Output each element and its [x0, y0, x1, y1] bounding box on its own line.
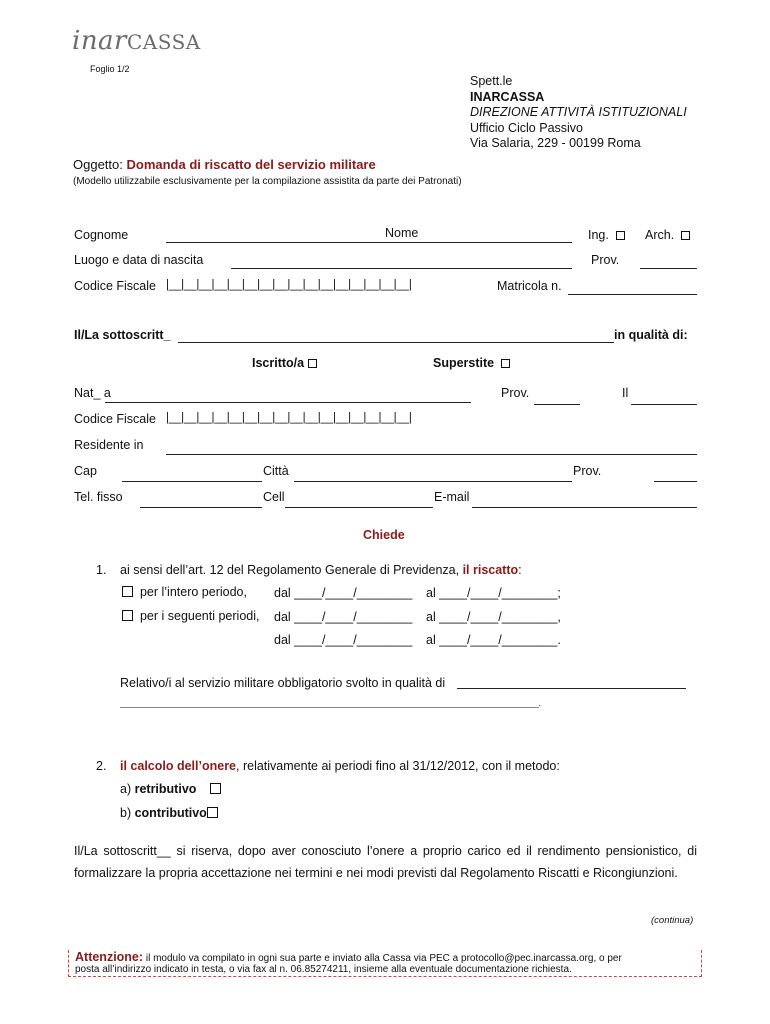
arch-option[interactable] — [645, 228, 690, 242]
fiscal-code-boxes[interactable]: |__|__|__|__|__|__|__|__|__|__|__|__|__|__|__|__| — [166, 279, 412, 291]
period2-to[interactable]: al ____/____/________, — [426, 610, 561, 624]
ing-label: Ing. — [588, 228, 609, 242]
period3-to[interactable]: al ____/____/________. — [426, 633, 561, 647]
subject-note: (Modello utilizzabile esclusivamente per la compilazione assistita da parte dei Patronati) — [73, 176, 462, 187]
arch-checkbox[interactable] — [681, 231, 690, 240]
email-label: E-mail — [434, 490, 470, 504]
attention-text1: il modulo va compilato in ogni sua parte e inviato alla Cassa via PEC a protocollo@pec.inarcassa.org, o per — [143, 953, 622, 964]
item1-text-main: ai sensi dell’art. 12 del Regolamento Generale di Previdenza, — [120, 563, 463, 577]
item2-number: 2. — [96, 759, 107, 773]
attention-label: Attenzione: — [75, 950, 144, 964]
city-prov-field[interactable] — [654, 481, 697, 482]
item2-highlight: il calcolo dell’onere — [120, 759, 237, 773]
item1-number: 1. — [96, 563, 107, 577]
period3-from[interactable]: dal ____/____/________ — [274, 633, 413, 647]
cap-label: Cap — [74, 464, 97, 478]
sheet-number: Foglio 1/2 — [90, 64, 130, 74]
addressee-line1: Spett.le — [470, 74, 513, 88]
reserve-paragraph: Il/La sottoscritt__ si riserva, dopo aver conosciuto l’onere a proprio carico ed il rendimento pensionistico, di formalizzare la propria accettazione nei termini e nei modi previsti dal Regolamento Riscatti e Ricongiunzioni. — [74, 844, 697, 880]
matricola-label: Matricola n. — [497, 279, 562, 293]
residence-label: Residente in — [74, 438, 144, 452]
birthplace-label: Nat_ a — [74, 386, 111, 400]
arch-label: Arch. — [645, 228, 675, 242]
chiede-heading: Chiede — [363, 528, 405, 542]
cap-field[interactable] — [122, 481, 262, 482]
superstite-option[interactable] — [433, 356, 510, 370]
name-label: Nome — [385, 226, 419, 240]
attention-line2: posta all’indirizzo indicato in testa, o via fax al n. 06.85274211, insieme alla eventuale documentazione richiesta. — [75, 964, 572, 975]
contributivo-checkbox[interactable] — [207, 807, 218, 818]
birthplace-prov-field[interactable] — [534, 404, 580, 405]
period1-from[interactable]: dal ____/____/________ — [274, 586, 413, 600]
birth-field[interactable] — [231, 268, 572, 269]
cell-label: Cell — [263, 490, 285, 504]
superstite-label: Superstite — [433, 356, 495, 370]
logo-italic: inar — [72, 26, 127, 56]
cell-field[interactable] — [285, 507, 433, 508]
in-qualita-label: in qualità di: — [614, 328, 688, 342]
matricola-field[interactable] — [568, 294, 697, 295]
city-field[interactable] — [294, 481, 572, 482]
surname-label: Cognome — [74, 228, 129, 242]
subject — [73, 157, 376, 172]
birthdate-label: Il — [622, 386, 629, 400]
whole-period-label: per l’intero periodo, — [139, 585, 247, 599]
military-role-label: Relativo/i al servizio militare obbligatorio svolto in qualità di — [120, 676, 446, 690]
item1-highlight: il riscatto — [462, 563, 519, 577]
logo-rest: CASSA — [127, 30, 201, 54]
contributivo-prefix: b) — [120, 806, 135, 820]
birth-prov-label: Prov. — [591, 253, 620, 267]
retributivo-checkbox[interactable] — [210, 783, 221, 794]
following-periods-label: per i seguenti periodi, — [139, 609, 260, 623]
attention-box — [68, 950, 702, 977]
phone-label: Tel. fisso — [74, 490, 123, 504]
option-whole-period[interactable] — [122, 585, 247, 599]
birthdate-field[interactable] — [631, 404, 697, 405]
attention-line1 — [75, 950, 622, 964]
item1-colon: : — [518, 563, 522, 577]
signer-fiscal-code-boxes[interactable]: |__|__|__|__|__|__|__|__|__|__|__|__|__|__|__|__| — [166, 412, 412, 424]
city-prov-label: Prov. — [573, 464, 602, 478]
birth-label: Luogo e data di nascita — [74, 253, 204, 267]
method-contributivo[interactable] — [120, 806, 218, 820]
continua-note: (continua) — [651, 915, 694, 926]
iscritto-label: Iscritto/a — [252, 356, 305, 370]
subject-title: Domanda di riscatto del servizio militare — [126, 157, 376, 172]
addressee-name: INARCASSA — [470, 89, 545, 104]
iscritto-option[interactable] — [252, 356, 317, 370]
birthplace-prov-label: Prov. — [501, 386, 530, 400]
residence-field[interactable] — [166, 454, 697, 455]
city-label: Città — [263, 464, 289, 478]
phone-field[interactable] — [140, 507, 262, 508]
item2-text — [120, 759, 560, 773]
birth-prov-field[interactable] — [640, 268, 697, 269]
superstite-checkbox[interactable] — [501, 359, 510, 368]
ing-option[interactable] — [588, 228, 625, 242]
method-retributivo[interactable] — [120, 782, 221, 796]
iscritto-checkbox[interactable] — [308, 359, 317, 368]
subject-label: Oggetto: — [73, 157, 127, 172]
email-field[interactable] — [472, 507, 697, 508]
military-role-field[interactable] — [457, 688, 686, 689]
item1-text — [120, 563, 522, 577]
contributivo-label: contributivo — [134, 806, 207, 820]
signer-field[interactable] — [178, 342, 614, 343]
addressee-address: Via Salaria, 229 - 00199 Roma — [470, 136, 641, 150]
whole-period-checkbox[interactable] — [122, 586, 133, 597]
addressee-department: DIREZIONE ATTIVITÀ ISTITUZIONALI — [470, 105, 687, 119]
following-periods-checkbox[interactable] — [122, 610, 133, 621]
option-following-periods[interactable] — [122, 609, 259, 623]
signer-label: Il/La sottoscritt_ — [74, 328, 171, 342]
retributivo-prefix: a) — [120, 782, 135, 796]
signer-fiscal-code-label: Codice Fiscale — [74, 412, 156, 426]
ing-checkbox[interactable] — [616, 231, 625, 240]
birthplace-field[interactable] — [105, 402, 471, 403]
item2-text-main: , relativamente ai periodi fino al 31/12/2012, con il metodo: — [236, 759, 560, 773]
retributivo-label: retributivo — [134, 782, 197, 796]
military-role-continuation[interactable]: ________________________________________________________________________________________. — [120, 698, 541, 708]
surname-field[interactable] — [166, 242, 572, 243]
addressee-block — [470, 74, 687, 152]
period1-to[interactable]: al ____/____/________; — [426, 586, 561, 600]
fiscal-code-label: Codice Fiscale — [74, 279, 156, 293]
addressee-office: Ufficio Ciclo Passivo — [470, 120, 584, 135]
period2-from[interactable]: dal ____/____/________ — [274, 610, 413, 624]
inarcassa-logo — [72, 26, 201, 56]
